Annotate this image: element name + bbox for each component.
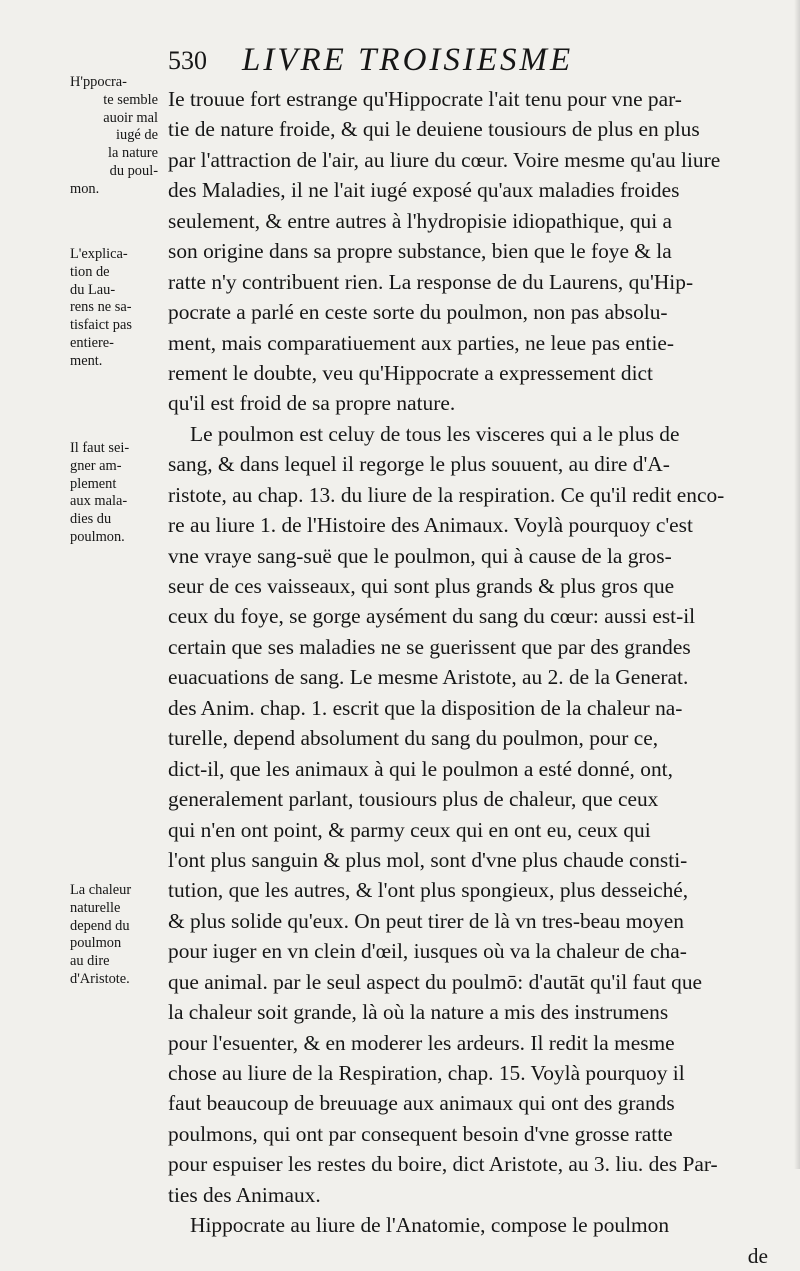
text-line: que animal. par le seul aspect du poulmō: d'autāt qu'il faut que	[168, 969, 703, 994]
margin-note-line: d'Aristote.	[70, 970, 130, 987]
margin-note-line: poulmon.	[70, 528, 125, 545]
text-line: Hippocrate au liure de l'Anatomie, compose le poulmon	[190, 1213, 670, 1238]
margin-note	[70, 74, 158, 199]
text-line: seulement, & entre autres à l'hydropisie idiopathique, qui a	[168, 208, 673, 233]
text-line: ristote, au chap. 13. du liure de la respiration. Ce qu'il redit enco-	[168, 482, 725, 507]
margin-note-line: te semble	[103, 91, 158, 108]
text-line: tution, que les autres, & l'ont plus spongieux, plus desseiché,	[168, 878, 689, 903]
text-line: vne vraye sang-suë que le poulmon, qui à cause de la gros-	[168, 543, 672, 568]
margin-note	[70, 440, 158, 547]
text-line: ment, mais comparatiuement aux parties, ne leue pas entie-	[168, 330, 675, 355]
text-line: certain que ses maladies ne se guerissent que par des grandes	[168, 634, 691, 659]
text-line: euacuations de sang. Le mesme Aristote, au 2. de la Generat.	[168, 665, 689, 690]
text-line: l'ont plus sanguin & plus mol, sont d'vne plus chaude consti-	[168, 847, 688, 872]
text-line: rement le doubte, veu qu'Hippocrate a expressement dict	[168, 360, 653, 385]
text-line: Le poulmon est celuy de tous les visceres qui a le plus de	[190, 421, 680, 446]
margin-note-line: tisfaict pas	[70, 317, 132, 334]
text-line: la chaleur soit grande, là où la nature a mis des instrumens	[168, 1000, 669, 1025]
margin-note-line: L'explica-	[70, 246, 128, 262]
catchword: de	[747, 1243, 768, 1268]
text-line: ties des Animaux.	[168, 1182, 321, 1207]
text-line: pocrate a parlé en ceste sorte du poulmon, non pas absolu-	[168, 300, 668, 325]
margin-note-line: ment.	[70, 352, 103, 369]
text-line: dict-il, que les animaux à qui le poulmon a esté donné, ont,	[168, 756, 673, 781]
text-line: pour iuger en vn clein d'œil, iusques où va la chaleur de cha-	[168, 939, 687, 964]
margin-note-line: La chaleur	[70, 882, 132, 898]
margin-note-line: du Lau-	[70, 281, 116, 298]
margin-note-line: mon.	[70, 180, 100, 197]
text-line: des Anim. chap. 1. escrit que la disposition de la chaleur na-	[168, 695, 683, 720]
margin-note-line: poulmon	[70, 935, 122, 952]
margin-note-line: du poul-	[109, 162, 158, 179]
text-line: ratte n'y contribuent rien. La response de du Laurens, qu'Hip-	[168, 269, 694, 294]
body-text	[168, 84, 768, 1271]
margin-note-line: tion de	[70, 263, 110, 280]
text-line: sang, & dans lequel il regorge le plus souuent, au dire d'A-	[168, 452, 670, 477]
page-edge-shadow	[794, 0, 800, 1169]
text-line: faut beaucoup de breuuage aux animaux qui ont des grands	[168, 1091, 675, 1116]
text-line: par l'attraction de l'air, au liure du cœur. Voire mesme qu'au liure	[168, 147, 721, 172]
margin-note-line: gner am-	[70, 457, 122, 474]
text-line: des Maladies, il ne l'ait iugé exposé qu'aux maladies froides	[168, 178, 680, 203]
margin-note-line: H'ppocra-	[70, 74, 127, 90]
margin-note-line: Il faut sei-	[70, 440, 130, 456]
margin-note-line: auoir mal	[103, 109, 158, 126]
margin-note-line: dies du	[70, 511, 112, 528]
margin-note-line: iugé de	[116, 127, 158, 144]
text-line: qu'il est froid de sa propre nature.	[168, 391, 456, 416]
page-number: 530	[168, 46, 207, 75]
text-line: qui n'en ont point, & parmy ceux qui en ont eu, ceux qui	[168, 817, 651, 842]
text-line: re au liure 1. de l'Histoire des Animaux. Voylà pourquoy c'est	[168, 513, 693, 538]
text-line: Ie trouue fort estrange qu'Hippocrate l'ait tenu pour vne par-	[168, 87, 682, 111]
running-title: LIVRE TROISIESME	[242, 42, 574, 78]
margin-note-line: depend du	[70, 917, 130, 934]
text-line: turelle, depend absolument du sang du poulmon, pour ce,	[168, 726, 659, 751]
text-line: pour l'esuenter, & en moderer les ardeurs. Il redit la mesme	[168, 1030, 675, 1055]
text-line: & plus solide qu'eux. On peut tirer de là vn tres-beau moyen	[168, 908, 684, 933]
text-line: ceux du foye, se gorge aysément du sang du cœur: aussi est-il	[168, 604, 696, 629]
margin-note-line: naturelle	[70, 899, 121, 916]
text-line: poulmons, qui ont par consequent besoin d'vne grosse ratte	[168, 1121, 673, 1146]
margin-note-line: aux mala-	[70, 493, 128, 510]
text-line: son origine dans sa propre substance, bien que le foye & la	[168, 239, 672, 264]
margin-note-line: la nature	[108, 145, 158, 162]
text-line: pour espuiser les restes du boire, dict Aristote, au 3. liu. des Par-	[168, 1152, 718, 1177]
margin-note-line: entiere-	[70, 334, 114, 351]
text-line: chose au liure de la Respiration, chap. 15. Voylà pourquoy il	[168, 1061, 685, 1085]
margin-note	[70, 246, 158, 371]
margin-note-line: au dire	[70, 953, 110, 970]
margin-note-line: rens ne sa-	[70, 299, 132, 316]
text-line: seur de ces vaisseaux, qui sont plus grands & plus gros que	[168, 574, 675, 598]
margin-note	[70, 882, 158, 989]
margin-note-line: plement	[70, 475, 117, 492]
text-line: generalement parlant, tousiours plus de chaleur, que ceux	[168, 787, 659, 812]
text-line: tie de nature froide, & qui le deuiene tousiours de plus en plus	[168, 117, 700, 142]
